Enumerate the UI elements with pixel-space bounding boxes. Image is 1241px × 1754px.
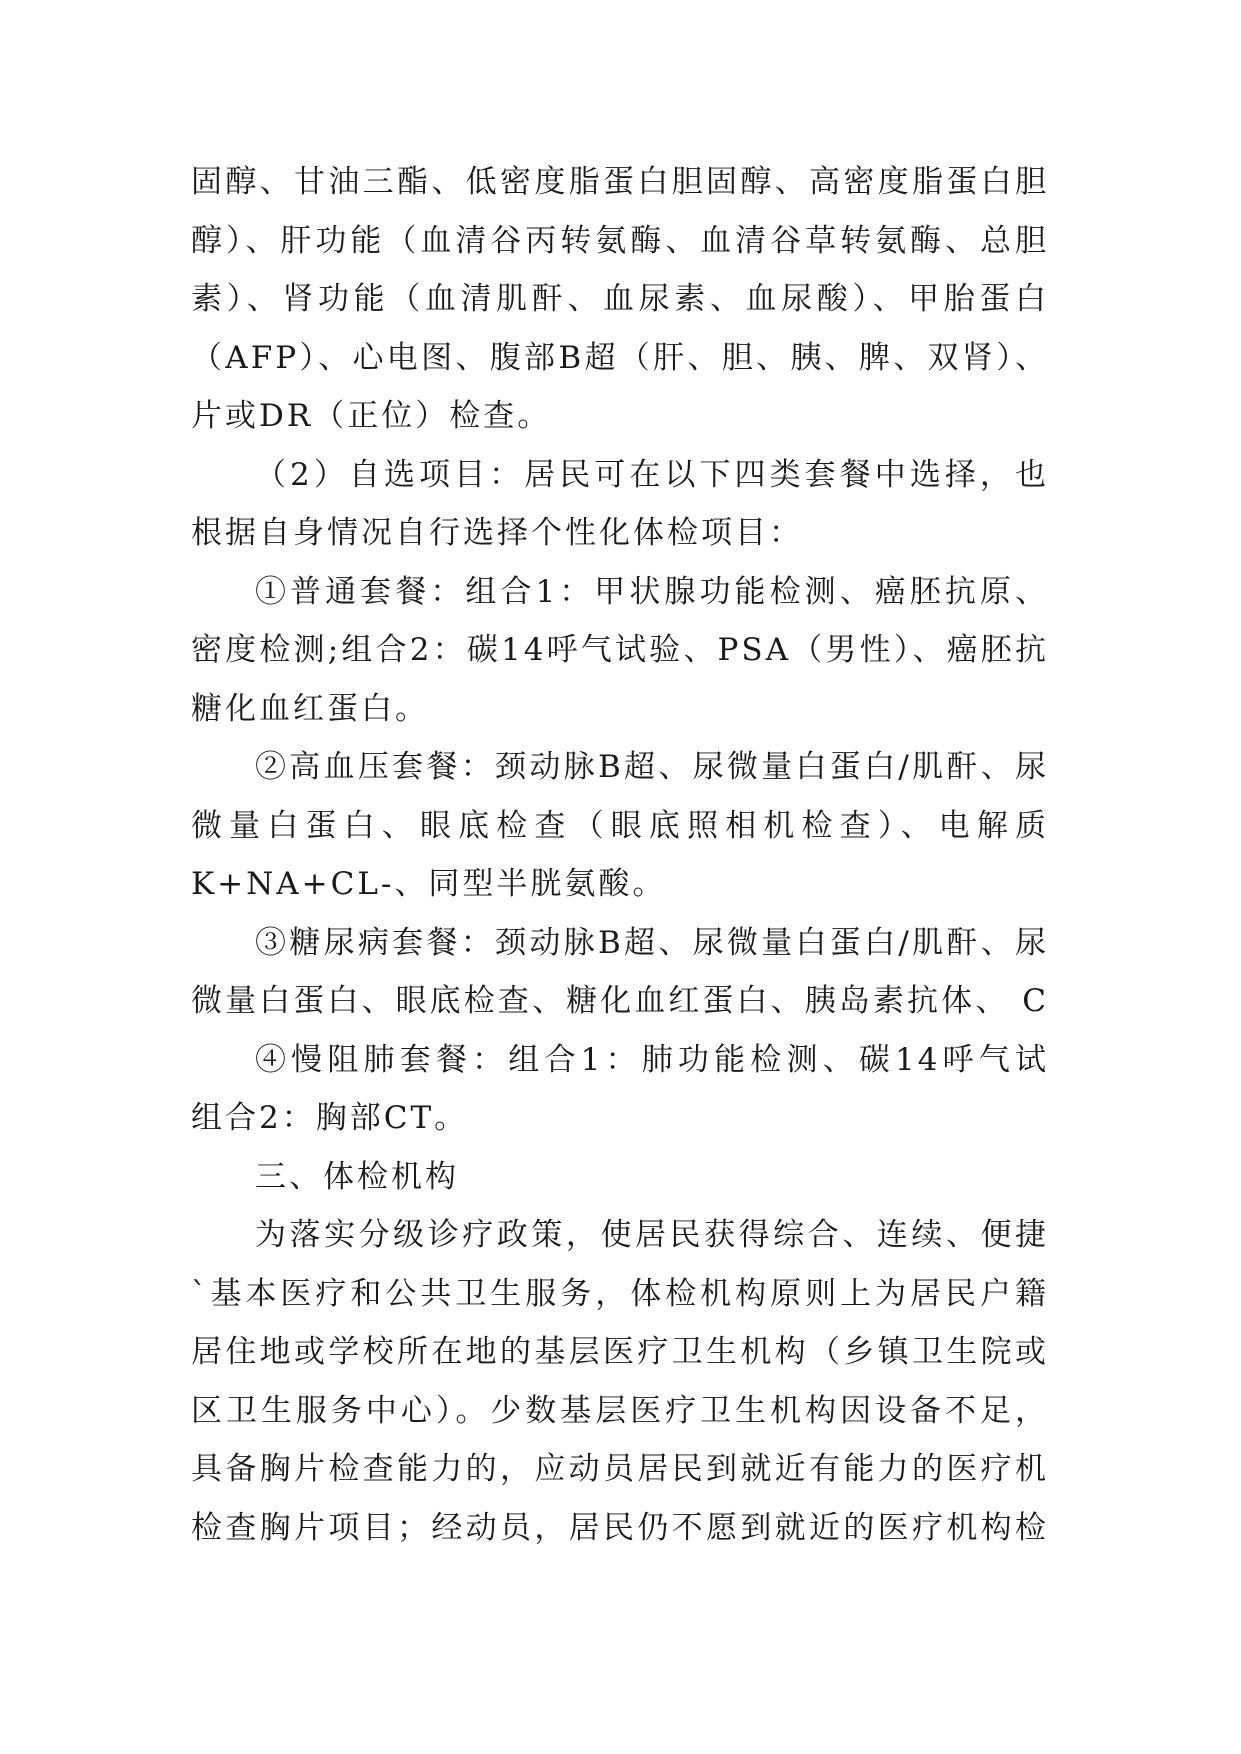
text-line: （AFP）、心电图、腹部B超（肝、胆、胰、脾、双肾）、 — [191, 339, 1049, 376]
text-line: ②高血压套餐：颈动脉B超、尿微量白蛋白/肌酐、尿 — [255, 749, 1049, 785]
text-line: 素）、肾功能（血清肌酐、血尿素、血尿酸）、甲胎蛋白 — [191, 281, 1049, 317]
text-line: （2）自选项目：居民可在以下四类套餐中选择，也 — [255, 456, 1049, 493]
text-line: 密度检测;组合2：碳14呼气试验、PSA（男性）、癌胚抗 — [191, 632, 1049, 668]
document-body — [191, 153, 1049, 1557]
text-line: 组合2：胸部CT。 — [191, 1100, 469, 1136]
text-line: 微量白蛋白、眼底检查（眼底照相机检查）、电解质 — [191, 807, 1049, 844]
text-line: K+NA+CL-、同型半胱氨酸。 — [191, 866, 667, 902]
text-line: 微量白蛋白、眼底检查、糖化血红蛋白、胰岛素抗体、 C — [191, 983, 1049, 1019]
text-line: 三、体检机构 — [255, 1158, 459, 1195]
text-line: 具备胸片检查能力的，应动员居民到就近有能力的医疗机 — [191, 1451, 1049, 1487]
text-line: 根据自身情况自行选择个性化体检项目： — [191, 515, 803, 551]
text-line: 糖化血红蛋白。 — [191, 690, 429, 727]
text-line: ①普通套餐：组合1：甲状腺功能检测、癌胚抗原、 — [255, 573, 1049, 610]
text-line: ③糖尿病套餐：颈动脉B超、尿微量白蛋白/肌酐、尿 — [255, 924, 1049, 961]
text-line: 为落实分级诊疗政策，使居民获得综合、连续、便捷 — [255, 1217, 1049, 1253]
text-line: 检查胸片项目；经动员，居民仍不愿到就近的医疗机构检 — [191, 1509, 1049, 1546]
text-line: ④慢阻肺套餐：组合1：肺功能检测、碳14呼气试 — [255, 1041, 1049, 1078]
text-line: 居住地或学校所在地的基层医疗卫生机构（乡镇卫生院或 — [191, 1334, 1049, 1370]
text-line: 片或DR（正位）检查。 — [191, 398, 552, 434]
text-line: 醇）、肝功能（血清谷丙转氨酶、血清谷草转氨酶、总胆 — [191, 222, 1049, 259]
text-line: 区卫生服务中心）。少数基层医疗卫生机构因设备不足， — [191, 1392, 1049, 1429]
text-line: 固醇、甘油三酯、低密度脂蛋白胆固醇、高密度脂蛋白胆 — [191, 164, 1049, 200]
text-line: `基本医疗和公共卫生服务，体检机构原则上为居民户籍 — [191, 1275, 1049, 1312]
